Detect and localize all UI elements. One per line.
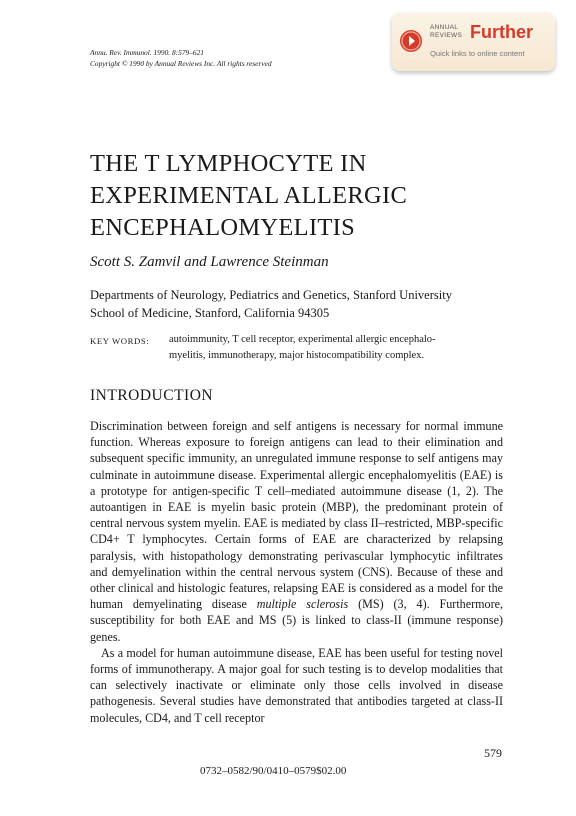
title-line: THE T LYMPHOCYTE IN	[90, 150, 367, 177]
section-heading: INTRODUCTION	[90, 387, 214, 404]
further-reading-banner[interactable]	[392, 13, 555, 71]
copyright-line: Copyright © 1990 by Annual Reviews Inc. All rights reserved	[90, 58, 272, 68]
affiliation: Departments of Neurology, Pediatrics and Genetics, Stanford University School of Medicine, Stanford, California 94305	[90, 288, 452, 320]
title-line: ENCEPHALOMYELITIS	[90, 214, 356, 241]
journal-line: Annu. Rev. Immunol. 1990. 8:579–621	[90, 48, 204, 57]
arrow-right-icon	[400, 30, 422, 52]
paragraph: As a model for human autoimmune disease, EAE has been useful for testing novel forms of immunotherapy. A major goal for such testing is to develop modalities that can selectively inactivate or eliminate only those cells involved in disease pathogenesis. Several studies have demonstrated that antibodies targeted at class-II molecules, CD4, and T cell receptor	[90, 645, 503, 725]
article-title	[90, 148, 510, 244]
authors: Scott S. Zamvil and Lawrence Steinman	[90, 254, 329, 270]
body-text	[90, 418, 503, 726]
journal-citation	[90, 48, 272, 69]
keywords: autoimmunity, T cell receptor, experimental allergic encephalo- myelitis, immunotherapy, major histocompatibility complex.	[169, 334, 436, 361]
annual-reviews-logo: ANNUAL REVIEWS	[430, 24, 463, 39]
issn-line: 0732–0582/90/0410–0579$02.00	[200, 765, 347, 777]
keywords-label: KEY WORDS:	[90, 336, 150, 346]
further-label: Further	[470, 22, 533, 42]
banner-subtitle: Quick links to online content	[430, 49, 525, 58]
page-number: 579	[484, 746, 502, 760]
paragraph: Discrimination between foreign and self antigens is necessary for normal immune function. Whereas exposure to foreign antigens can lead to their elimination and subsequent specific immunity, an unregulated immune response to self antigens may culminate in autoimmune disease. Experimental allergic encephalomyelitis (EAE) is a prototype for antigen-specific T cell–mediated autoimmune disease (1, 2). The autoantigen in EAE is myelin basic protein (MBP), the predominant protein of central nervous system myelin. EAE is mediated by class II–restricted, MBP-specific CD4+ T lymphocytes. Certain forms of EAE are characterized by relapsing paralysis, with histopathology demonstrating perivascular lymphocytic infiltrates and demyelination within the central nervous system (CNS). Because of these and other clinical and histologic features, relapsing EAE is considered as a model for the human demyelinating disease multiple sclerosis (MS) (3, 4). Furthermore, susceptibility for both EAE and MS (5) is linked to class-II (immune response) genes.	[90, 419, 503, 644]
title-line: EXPERIMENTAL ALLERGIC	[90, 182, 408, 209]
